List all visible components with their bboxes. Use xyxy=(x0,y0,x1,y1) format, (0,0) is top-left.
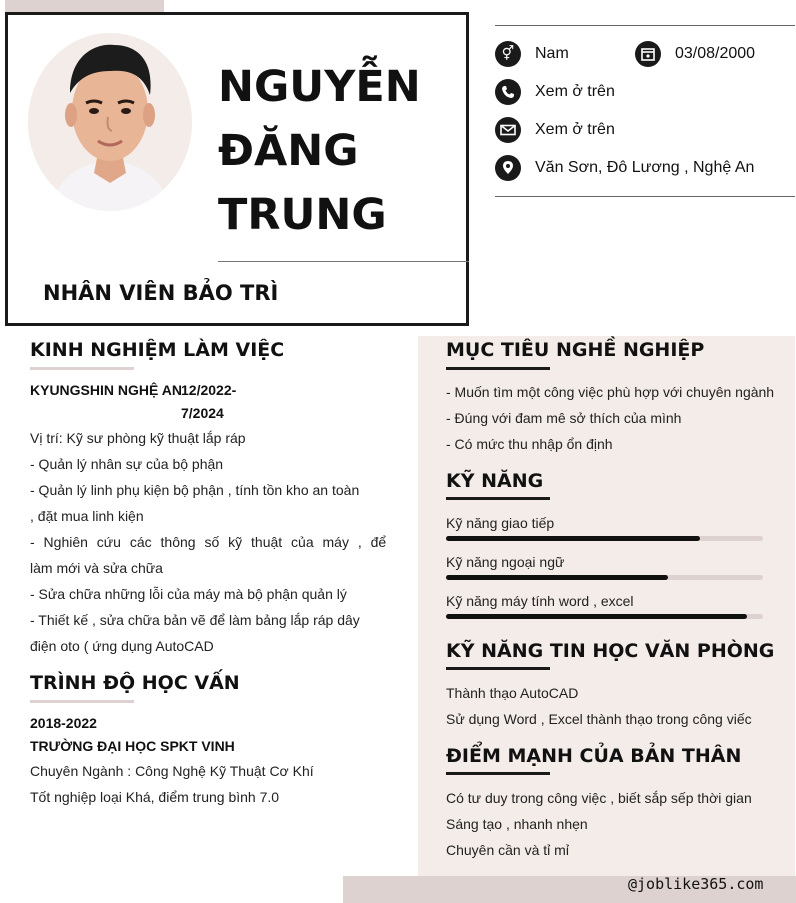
strength-line: Chuyên cần và tỉ mỉ xyxy=(446,842,569,858)
education-result: Tốt nghiệp loại Khá, điểm trung bình 7.0 xyxy=(30,789,280,805)
birthdate-value: 03/08/2000 xyxy=(675,45,756,62)
experience-line: - Quản lý linh phụ kiện bộ phận , tính tồn kho an toàn xyxy=(30,482,360,498)
experience-line: - Thiết kế , sửa chữa bản vẽ để làm bảng lắp ráp dây xyxy=(30,612,360,628)
phone-icon xyxy=(495,79,521,105)
experience-line: , đặt mua linh kiện xyxy=(30,508,144,524)
name-line-1: NGUYỄN xyxy=(218,62,421,112)
skill-bar-fill xyxy=(446,536,700,541)
skill-bar-track xyxy=(446,614,763,619)
experience-period-start: 12/2022- xyxy=(181,382,237,398)
office-skill-line: Sử dụng Word , Excel thành thạo trong công viếc xyxy=(446,711,752,727)
skill-bar-fill xyxy=(446,614,747,619)
experience-line: - Quản lý nhân sự của bộ phận xyxy=(30,456,224,472)
office-skills-underline xyxy=(446,667,550,670)
education-title: TRÌNH ĐỘ HỌC VẤN xyxy=(30,672,240,694)
skill-bar-track xyxy=(446,575,763,580)
email-value: Xem ở trên xyxy=(535,121,615,138)
job-title: NHÂN VIÊN BẢO TRÌ xyxy=(43,281,279,305)
avatar-photo xyxy=(28,33,192,211)
name-line-3: TRUNG xyxy=(218,190,387,240)
objective-line: - Đúng với đam mê sở thích của mình xyxy=(446,410,682,426)
name-line-2: ĐĂNG xyxy=(218,126,359,176)
full-name xyxy=(218,55,421,247)
objective-title: MỤC TIÊU NGHỀ NGHIỆP xyxy=(446,339,705,361)
experience-title: KINH NGHIỆM LÀM VIỆC xyxy=(30,339,285,361)
experience-line: Vị trí: Kỹ sư phòng kỹ thuật lắp ráp xyxy=(30,430,246,446)
location-icon xyxy=(495,155,521,181)
footer-url: @joblike365.com xyxy=(628,875,764,893)
experience-company: KYUNGSHIN NGHỆ AN xyxy=(30,382,182,398)
strength-line: Sáng tạo , nhanh nhẹn xyxy=(446,816,588,832)
address-value: Văn Sơn, Đô Lương , Nghệ An xyxy=(535,159,755,176)
experience-underline xyxy=(30,367,134,370)
experience-line: làm mới và sửa chữa xyxy=(30,560,163,576)
contact-divider-top xyxy=(495,25,795,26)
skill-label: Kỹ năng ngoại ngữ xyxy=(446,554,565,570)
strengths-underline xyxy=(446,772,550,775)
experience-line: điện oto ( ứng dụng AutoCAD xyxy=(30,638,214,654)
strength-line: Có tư duy trong công việc , biết sắp sếp thời gian xyxy=(446,790,752,806)
email-icon xyxy=(495,117,521,143)
skill-bar-track xyxy=(446,536,763,541)
objective-underline xyxy=(446,367,550,370)
education-underline xyxy=(30,700,134,703)
skills-title: KỸ NĂNG xyxy=(446,470,544,492)
skill-bar-fill xyxy=(446,575,668,580)
experience-line: - Nghiên cứu các thông số kỹ thuật của máy , để xyxy=(30,534,387,550)
gender-value: Nam xyxy=(535,45,569,62)
experience-line: - Sửa chữa những lỗi của máy mà bộ phận quản lý xyxy=(30,586,347,602)
skill-label: Kỹ năng giao tiếp xyxy=(446,515,555,531)
skill-label: Kỹ năng máy tính word , excel xyxy=(446,593,634,609)
gender-icon: ⚥ xyxy=(495,41,521,67)
office-skills-title: KỸ NĂNG TIN HỌC VĂN PHÒNG xyxy=(446,640,775,662)
experience-period-end: 7/2024 xyxy=(181,405,224,421)
objective-line: - Có mức thu nhập ổn định xyxy=(446,436,613,452)
education-school: TRƯỜNG ĐẠI HỌC SPKT VINH xyxy=(30,738,235,754)
objective-line: - Muốn tìm một công việc phù hợp với chuyên ngành xyxy=(446,384,775,400)
education-years: 2018-2022 xyxy=(30,715,97,731)
avatar xyxy=(28,33,192,211)
contact-divider-bottom xyxy=(495,196,795,197)
strengths-title: ĐIỂM MẠNH CỦA BẢN THÂN xyxy=(446,745,742,767)
calendar-icon xyxy=(635,41,661,67)
header-box xyxy=(5,12,469,326)
office-skill-line: Thành thạo AutoCAD xyxy=(446,685,579,701)
skills-underline xyxy=(446,497,550,500)
phone-value: Xem ở trên xyxy=(535,83,615,100)
name-divider xyxy=(218,261,469,262)
education-major: Chuyên Ngành : Công Nghệ Kỹ Thuật Cơ Khí xyxy=(30,763,314,779)
